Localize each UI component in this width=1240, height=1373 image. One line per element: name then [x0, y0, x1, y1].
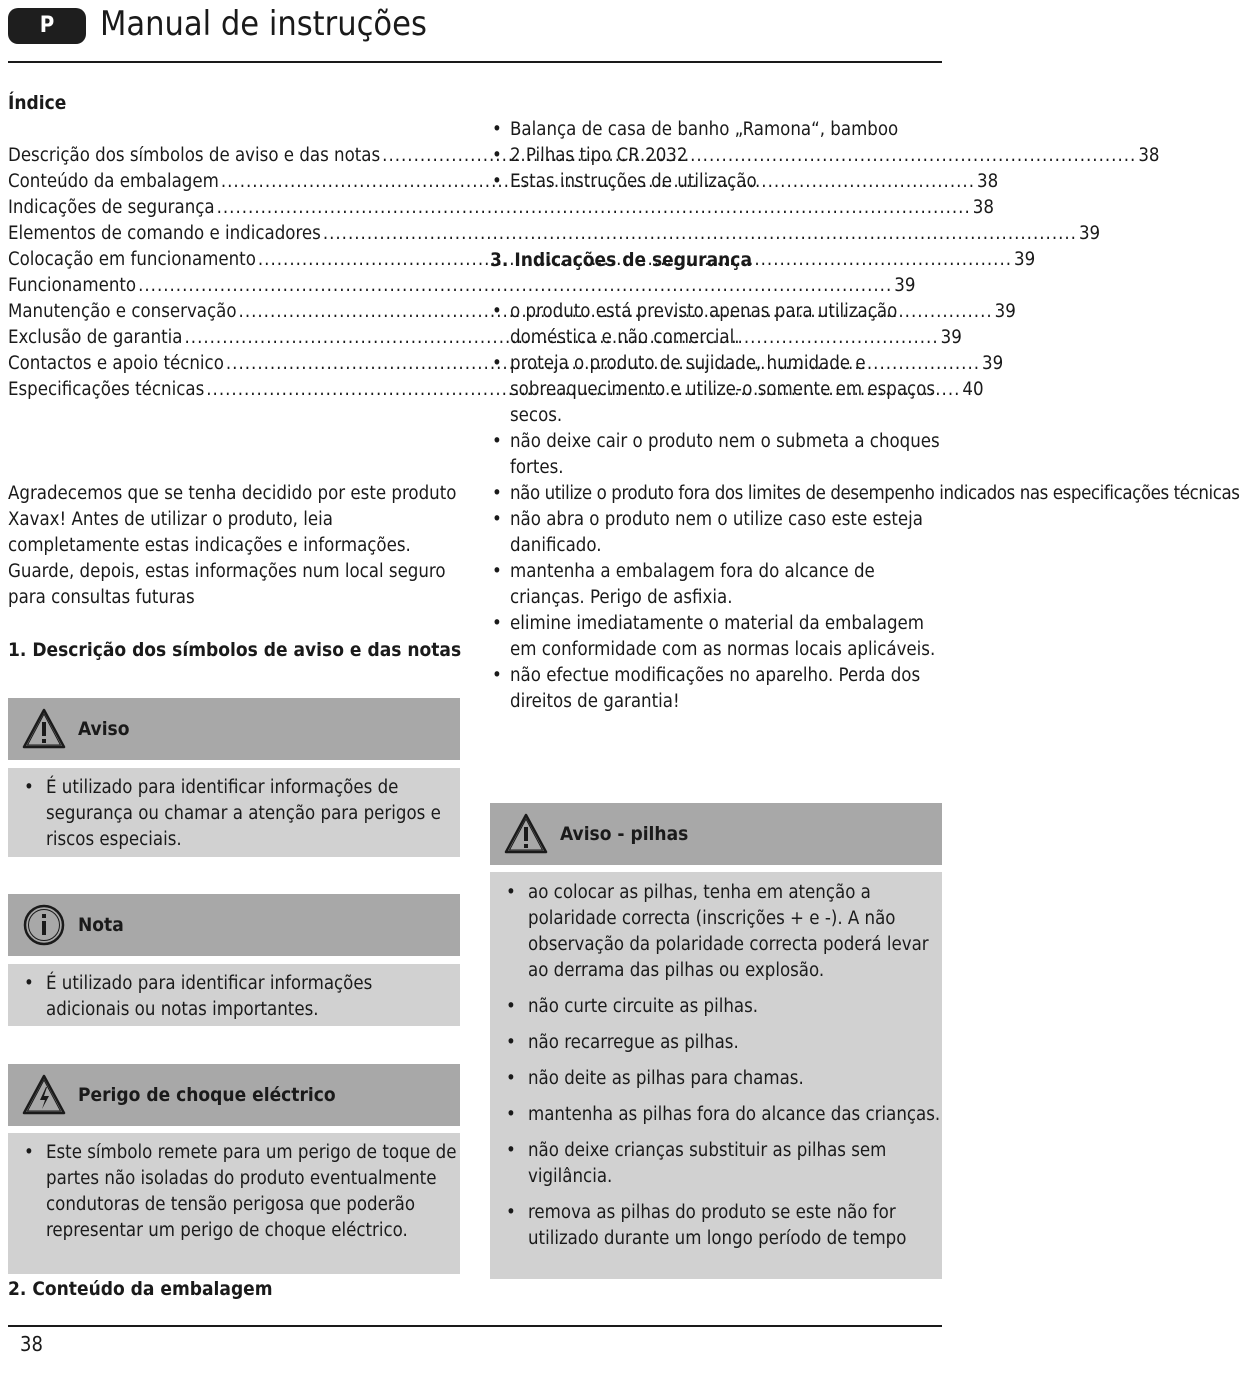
warning-box-header [8, 698, 460, 760]
list-item: • Estas instruções de utilização [490, 169, 942, 195]
note-box-header [8, 894, 460, 956]
warning-icon [22, 707, 66, 751]
toc-item[interactable]: Colocação em funcionamento ..... 39 [8, 247, 451, 273]
warning-box-title: Aviso [78, 718, 130, 740]
warning-box-body [8, 768, 460, 857]
list-item: • proteja o produto de sujidade, humidade e sobreaquecimento e utilize-o somente em espaços secos. [490, 351, 942, 429]
list-item: • não deixe cair o produto nem o submeta a choques fortes. [490, 429, 942, 481]
page-number: 38 [20, 1332, 43, 1356]
list-item: • não abra o produto nem o utilize caso este esteja danificado. [490, 507, 942, 559]
list-item: • É utilizado para identificar informações de segurança ou chamar a atenção para perigos e riscos especiais. [8, 775, 460, 853]
list-item: • 2 Pilhas tipo CR 2032 [490, 143, 942, 169]
toc-item[interactable]: Indicações de segurança ..... 38 [8, 195, 451, 221]
toc-item[interactable]: Contactos e apoio técnico ..... 39 [8, 351, 451, 377]
list-item: • mantenha as pilhas fora do alcance das crianças. [490, 1102, 942, 1128]
section2-heading: 2. Conteúdo da embalagem [8, 1278, 273, 1300]
intro-paragraph: Agradecemos que se tenha decidido por este produto Xavax! Antes de utilizar o produto, leia completamente estas indicações e informações. Guarde, depois, estas informações num local seguro para consultas futuras [8, 483, 457, 608]
toc-heading: Índice [8, 92, 67, 114]
list-item: • não utilize o produto fora dos limites de desempenho indicados nas especificações técnicas [490, 481, 942, 507]
list-item: • mantenha a embalagem fora do alcance de crianças. Perigo de asfixia. [490, 559, 942, 611]
list-item: • não curte circuite as pilhas. [490, 994, 942, 1020]
package-contents-list [490, 117, 942, 195]
toc-item[interactable]: Exclusão de garantia ..... 39 [8, 325, 451, 351]
list-item: • ao colocar as pilhas, tenha em atenção a polaridade correcta (inscrições + e -). A não observação da polaridade correcta poderá levar ao derrama das pilhas ou explosão. [490, 880, 942, 984]
list-item: • não deixe crianças substituir as pilhas sem vigilância. [490, 1138, 942, 1190]
list-item: • elimine imediatamente o material da embalagem em conformidade com as normas locais aplicáveis. [490, 611, 942, 663]
footer-rule [8, 1325, 942, 1327]
info-icon [22, 903, 66, 947]
note-box-title: Nota [78, 914, 124, 936]
list-item: • não efectue modificações no aparelho. Perda dos direitos de garantia! [490, 663, 942, 715]
list-item: • não recarregue as pilhas. [490, 1030, 942, 1056]
header-rule [8, 61, 942, 63]
toc-item[interactable]: Especificações técnicas ..... 40 [8, 377, 451, 403]
electric-shock-icon [22, 1073, 66, 1117]
language-badge: P [8, 8, 86, 44]
battery-warning-body [490, 872, 942, 1279]
list-item: • Este símbolo remete para um perigo de toque de partes não isoladas do produto eventualmente condutoras de tensão perigosa que poderão representar um perigo de choque eléctrico. [8, 1140, 460, 1244]
list-item: • não deite as pilhas para chamas. [490, 1066, 942, 1092]
shock-box-title: Perigo de choque eléctrico [78, 1084, 336, 1106]
toc-item[interactable]: Elementos de comando e indicadores ..... 39 [8, 221, 451, 247]
list-item: • remova as pilhas do produto se este não for utilizado durante um longo período de tempo [490, 1200, 942, 1252]
list-item: • Balança de casa de banho „Ramona“, bamboo [490, 117, 942, 143]
page-title: Manual de instruções [100, 4, 427, 44]
toc-item[interactable]: Conteúdo da embalagem ..... 38 [8, 169, 451, 195]
list-item: • o produto está previsto apenas para utilização doméstica e não comercial. [490, 299, 942, 351]
toc-item[interactable]: Descrição dos símbolos de aviso e das notas ..... 38 [8, 143, 451, 169]
battery-warning-title: Aviso - pilhas [560, 823, 689, 845]
shock-box-body [8, 1133, 460, 1274]
battery-warning-header [490, 803, 942, 865]
section3-heading: 3. Indicações de segurança [490, 249, 752, 271]
toc-item[interactable]: Funcionamento ..... 39 [8, 273, 451, 299]
warning-icon [504, 812, 548, 856]
page-header [8, 6, 942, 46]
toc-item[interactable]: Manutenção e conservação ..... 39 [8, 299, 451, 325]
section1-heading: 1. Descrição dos símbolos de aviso e das notas [8, 639, 462, 661]
list-item: • É utilizado para identificar informações adicionais ou notas importantes. [8, 971, 460, 1023]
note-box-body [8, 964, 460, 1026]
shock-box-header [8, 1064, 460, 1126]
